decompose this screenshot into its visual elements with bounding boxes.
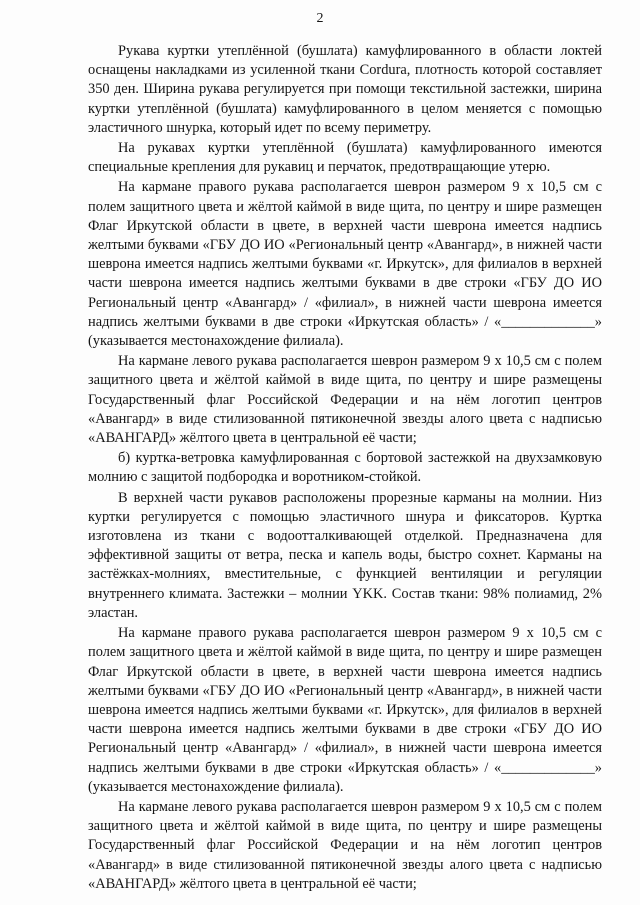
- paragraph-left-sleeve-chevron: На кармане левого рукава располагается шеврон размером 9 х 10,5 см с полем защитного цвета и жёлтой каймой в виде щита, по центру и шире размещены Государственный флаг Российской Федерации и на нём логотип центров «Авангард» в виде стилизованной пятиконечной звезды алого цвета с надписью «АВАНГАРД» жёлтого цвета в центральной её части;: [88, 353, 602, 447]
- paragraph-glove-mounts: На рукавах куртки утеплённой (бушлата) камуфлированного имеются специальные крепления для рукавиц и перчаток, предотвращающие утерю.: [88, 140, 602, 176]
- paragraph-right-sleeve-chevron-2: На кармане правого рукава располагается шеврон размером 9 х 10,5 см с полем защитного цвета и жёлтой каймой в виде щита, по центру и шире размещен Флаг Иркутской области в цвете, в верхней части шеврона имеется надпись желтыми буквами «ГБУ ДО ИО «Региональный центр «Авангард», в нижней части шеврона имеется надпись желтыми буквами «г. Иркутск», для филиалов в верхней части шеврона имеется надпись желтыми буквами в две строки «ГБУ ДО ИО Региональный центр «Авангард» / «филиал», в нижней части шеврона имеется надпись желтыми буквами в две строки «Иркутская область» / «_____________» (указывается местонахождение филиала).: [88, 625, 602, 795]
- document-body: [88, 42, 602, 894]
- paragraph-windbreaker-item: б) куртка-ветровка камуфлированная с бортовой застежкой на двухзамковую молнию с защитой подбородка и воротником-стойкой.: [88, 450, 602, 486]
- paragraph-windbreaker-details: В верхней части рукавов расположены прорезные карманы на молнии. Низ куртки регулируется с помощью эластичного шнура и фиксаторов. Куртка изготовлена из ткани с водоотталкивающей отделкой. Предназначена для эффективной защиты от ветра, песка и капель воды, быстро сохнет. Карманы на застёжках-молниях, вместительные, с функцией вентиляции и регуляции внутреннего климата. Застежки – молнии YKK. Состав ткани: 98% полиамид, 2% эластан.: [88, 489, 602, 621]
- paragraph-left-sleeve-chevron-2: На кармане левого рукава располагается шеврон размером 9 х 10,5 см с полем защитного цвета и жёлтой каймой в виде щита, по центру и шире размещены Государственный флаг Российской Федерации и на нём логотип центров «Авангард» в виде стилизованной пятиконечной звезды алого цвета с надписью «АВАНГАРД» жёлтого цвета в центральной её части;: [88, 798, 602, 892]
- page-number: 2: [316, 11, 324, 26]
- paragraph-sleeve-elbow-pads: Рукава куртки утеплённой (бушлата) камуфлированного в области локтей оснащены накладками из усиленной ткани Cordura, плотность которой составляет 350 ден. Ширина рукава регулируется при помощи текстильной застежки, ширина куртки утеплённой (бушлата) камуфлированного в целом меняется с помощью эластичного шнурка, который идет по всему периметру.: [88, 43, 602, 136]
- paragraph-right-sleeve-chevron: На кармане правого рукава располагается шеврон размером 9 х 10,5 см с полем защитного цвета и жёлтой каймой в виде щита, по центру и шире размещен Флаг Иркутской области в цвете, в верхней части шеврона имеется надпись желтыми буквами «ГБУ ДО ИО «Региональный центр «Авангард», в нижней части шеврона имеется надпись желтыми буквами «г. Иркутск», для филиалов в верхней части шеврона имеется надпись желтыми буквами в две строки «ГБУ ДО ИО Региональный центр «Авангард» / «филиал», в нижней части шеврона имеется надпись желтыми буквами в две строки «Иркутская область» / «_____________» (указывается местонахождение филиала).: [88, 179, 602, 350]
